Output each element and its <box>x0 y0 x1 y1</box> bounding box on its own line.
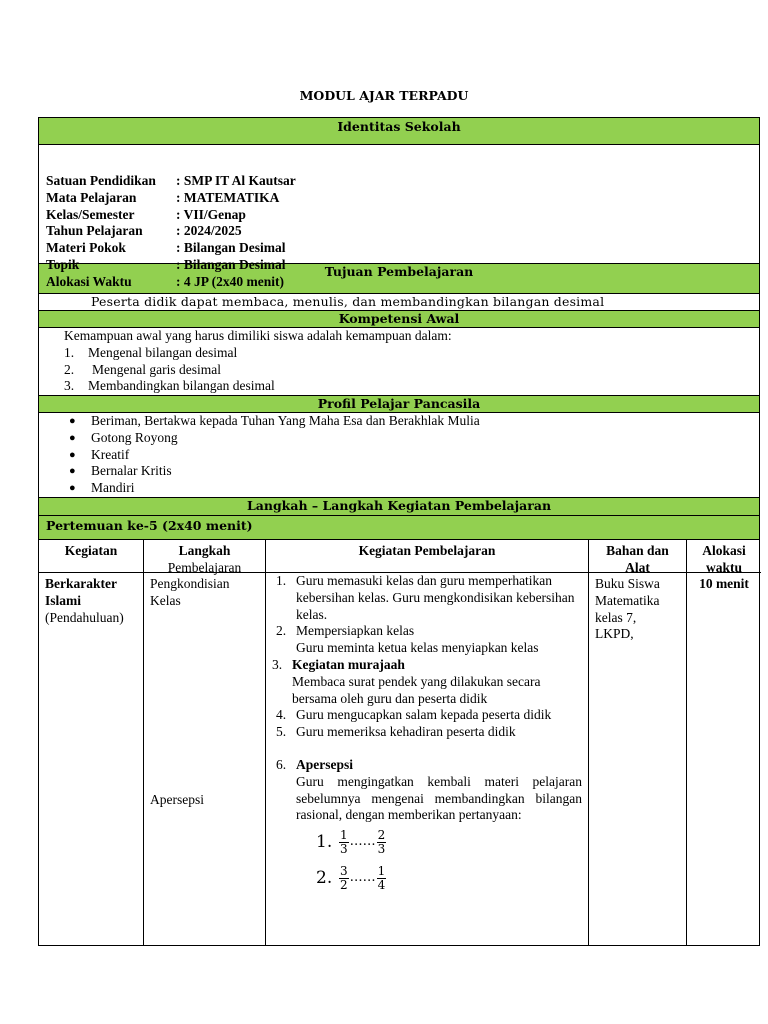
identitas-value: : Bilangan Desimal <box>176 256 286 272</box>
identitas-label: Tahun Pelajaran <box>46 223 143 239</box>
fraction <box>377 865 387 892</box>
col-header-langkah <box>144 540 266 573</box>
list-text: Mengenal garis desimal <box>92 361 221 377</box>
denominator: 3 <box>377 841 386 856</box>
step-item <box>272 573 582 623</box>
step-text: Guru memasuki kelas dan guru memperhatikan kebersihan kelas. Guru mengkondisikan kebersihan kelas. <box>296 573 575 622</box>
step-item <box>272 707 582 724</box>
fraction <box>339 829 349 856</box>
bullet-icon: ● <box>69 448 76 461</box>
step-text: Guru memeriksa kehadiran peserta didik <box>296 724 516 740</box>
step-title: Mempersiapkan kelas <box>296 623 415 639</box>
identitas-value: : VII/Genap <box>176 206 246 222</box>
list-number: 3. <box>64 378 75 394</box>
comparison-dots: …… <box>349 833 376 849</box>
kegiatan-title: Berkarakter <box>45 576 117 591</box>
bullet-icon: ● <box>69 482 76 495</box>
langkah-heading-text: Langkah – Langkah Kegiatan Pembelajaran <box>246 498 552 513</box>
list-text: Mandiri <box>91 480 135 496</box>
step-text: Guru mengucapkan salam kepada peserta didik <box>296 707 552 723</box>
langkah-item: Kelas <box>150 592 181 608</box>
step-number: 6. <box>276 756 287 772</box>
col-header-alokasi <box>687 540 761 573</box>
kegiatan-table <box>38 539 760 946</box>
identitas-heading-text: Identitas Sekolah <box>337 119 461 134</box>
step-number: 5. <box>276 724 287 740</box>
list-text: Mengenal bilangan desimal <box>88 344 238 360</box>
identitas-value: : 2024/2025 <box>176 223 242 239</box>
step-item <box>272 657 582 707</box>
identitas-label: Kelas/Semester <box>46 206 135 222</box>
list-number: 2. <box>64 361 75 377</box>
list-text: Beriman, Bertakwa kepada Tuhan Yang Maha Esa dan Berakhlak Mulia <box>91 413 480 428</box>
profil-heading <box>38 395 760 412</box>
kompetensi-intro: Kemampuan awal yang harus dimiliki siswa adalah kemampuan dalam: <box>64 328 452 343</box>
bullet-icon: ● <box>69 465 76 478</box>
step-number: 1. <box>276 573 287 588</box>
col-header-text: Pembelajaran <box>167 560 242 575</box>
step-item <box>272 623 582 657</box>
list-item <box>65 447 759 464</box>
identitas-value: : 4 JP (2x40 menit) <box>176 273 284 289</box>
step-number: 2. <box>276 623 287 639</box>
identitas-heading <box>38 117 760 144</box>
list-item <box>65 430 759 447</box>
identitas-row <box>46 207 759 224</box>
step-title: Kegiatan murajaah <box>292 656 405 672</box>
step-text: Guru mengingatkan kembali materi pelajaran sebelumnya mengenai membandingkan bilangan rasional, dengan memberikan pertanyaan: <box>296 773 582 823</box>
document-title: MODUL AJAR TERPADU <box>299 88 469 103</box>
tujuan-text: Peserta didik dapat membaca, menulis, dan membandingkan bilangan desimal <box>91 294 605 309</box>
list-item <box>64 362 759 379</box>
step-title: Apersepsi <box>296 756 353 772</box>
identitas-label: Topik <box>46 256 80 272</box>
bahan-item: Matematika <box>595 592 660 608</box>
identitas-row <box>46 240 759 257</box>
list-item <box>65 413 759 430</box>
fraction <box>339 865 349 892</box>
question-number: 2. <box>316 867 333 888</box>
langkah-item: Apersepsi <box>150 792 204 807</box>
list-item <box>64 345 759 362</box>
bullet-icon: ● <box>69 415 76 427</box>
question-number: 1. <box>316 831 333 852</box>
identitas-row <box>46 223 759 240</box>
kompetensi-list <box>64 345 759 395</box>
kompetensi-body <box>38 327 760 395</box>
kegiatan-title: Islami <box>45 592 82 608</box>
question-item <box>316 824 582 860</box>
identitas-label: Materi Pokok <box>46 240 126 256</box>
profil-heading-text: Profil Pelajar Pancasila <box>317 396 481 411</box>
col-header-kegiatan-pembelajaran <box>266 540 589 573</box>
alokasi-cell <box>687 573 761 945</box>
alokasi-value: 10 menit <box>699 576 749 591</box>
identitas-value: : SMP IT Al Kautsar <box>176 173 296 188</box>
modul-sheet <box>38 117 760 946</box>
tujuan-body <box>38 293 760 310</box>
comparison-dots: …… <box>349 869 376 885</box>
list-text: Kreatif <box>91 446 130 462</box>
step-text: Guru meminta ketua kelas menyiapkan kelas <box>296 640 539 656</box>
identitas-value: : Bilangan Desimal <box>176 240 286 256</box>
pertemuan-text: Pertemuan ke-5 (2x40 menit) <box>46 518 253 533</box>
step-number: 4. <box>276 707 287 723</box>
list-item <box>65 480 759 497</box>
col-header-kegiatan <box>39 540 144 573</box>
tujuan-heading-text: Tujuan Pembelajaran <box>324 264 474 279</box>
identitas-value: : MATEMATIKA <box>176 189 280 205</box>
identitas-label: Mata Pelajaran <box>46 189 137 205</box>
kegiatan-cell <box>39 573 144 945</box>
fraction <box>377 829 387 856</box>
pertemuan-bar <box>38 515 760 539</box>
list-number: 1. <box>64 344 75 360</box>
kompetensi-heading-text: Kompetensi Awal <box>338 311 460 326</box>
numerator: 1 <box>340 827 348 842</box>
bahan-item: Buku Siswa <box>595 576 660 591</box>
denominator: 3 <box>340 841 348 856</box>
col-header-bahan <box>589 540 687 573</box>
col-header-text: Bahan dan <box>606 543 669 558</box>
col-header-text: Kegiatan Pembelajaran <box>358 543 496 558</box>
col-header-text: waktu <box>705 560 742 575</box>
bahan-item: LKPD, <box>595 626 634 642</box>
list-text: Membandingkan bilangan desimal <box>88 378 275 394</box>
profil-body <box>38 412 760 497</box>
langkah-heading <box>38 497 760 515</box>
list-item <box>65 463 759 480</box>
col-header-text: Alokasi <box>702 543 746 558</box>
bullet-icon: ● <box>69 431 76 444</box>
langkah-item: Pengkondisian <box>150 576 230 591</box>
kegiatan-pembelajaran-cell <box>266 573 589 945</box>
question-item <box>316 860 582 896</box>
step-number: 3. <box>272 656 283 672</box>
identitas-row <box>46 190 759 207</box>
langkah-cell <box>144 573 266 945</box>
step-item <box>272 724 582 741</box>
col-header-text: Alat <box>625 560 650 575</box>
numerator: 1 <box>377 863 386 878</box>
step-item <box>272 757 582 824</box>
list-item <box>64 378 759 395</box>
kompetensi-heading <box>38 310 760 327</box>
kegiatan-subtitle: (Pendahuluan) <box>45 609 124 625</box>
numerator: 3 <box>340 863 348 878</box>
denominator: 4 <box>377 877 386 892</box>
list-text: Bernalar Kritis <box>91 463 172 479</box>
denominator: 2 <box>340 877 348 892</box>
bahan-cell <box>589 573 687 945</box>
col-header-text: Langkah <box>178 543 231 558</box>
identitas-label: Satuan Pendidikan <box>46 173 156 188</box>
numerator: 2 <box>377 827 386 842</box>
col-header-text: Kegiatan <box>64 543 118 558</box>
identitas-row <box>46 173 759 190</box>
list-text: Gotong Royong <box>91 429 178 445</box>
identitas-label: Alokasi Waktu <box>46 273 132 289</box>
profil-list <box>65 413 759 497</box>
step-text: Membaca surat pendek yang dilakukan secara bersama oleh guru dan peserta didik <box>292 673 541 706</box>
bahan-item: kelas 7, <box>595 609 637 625</box>
